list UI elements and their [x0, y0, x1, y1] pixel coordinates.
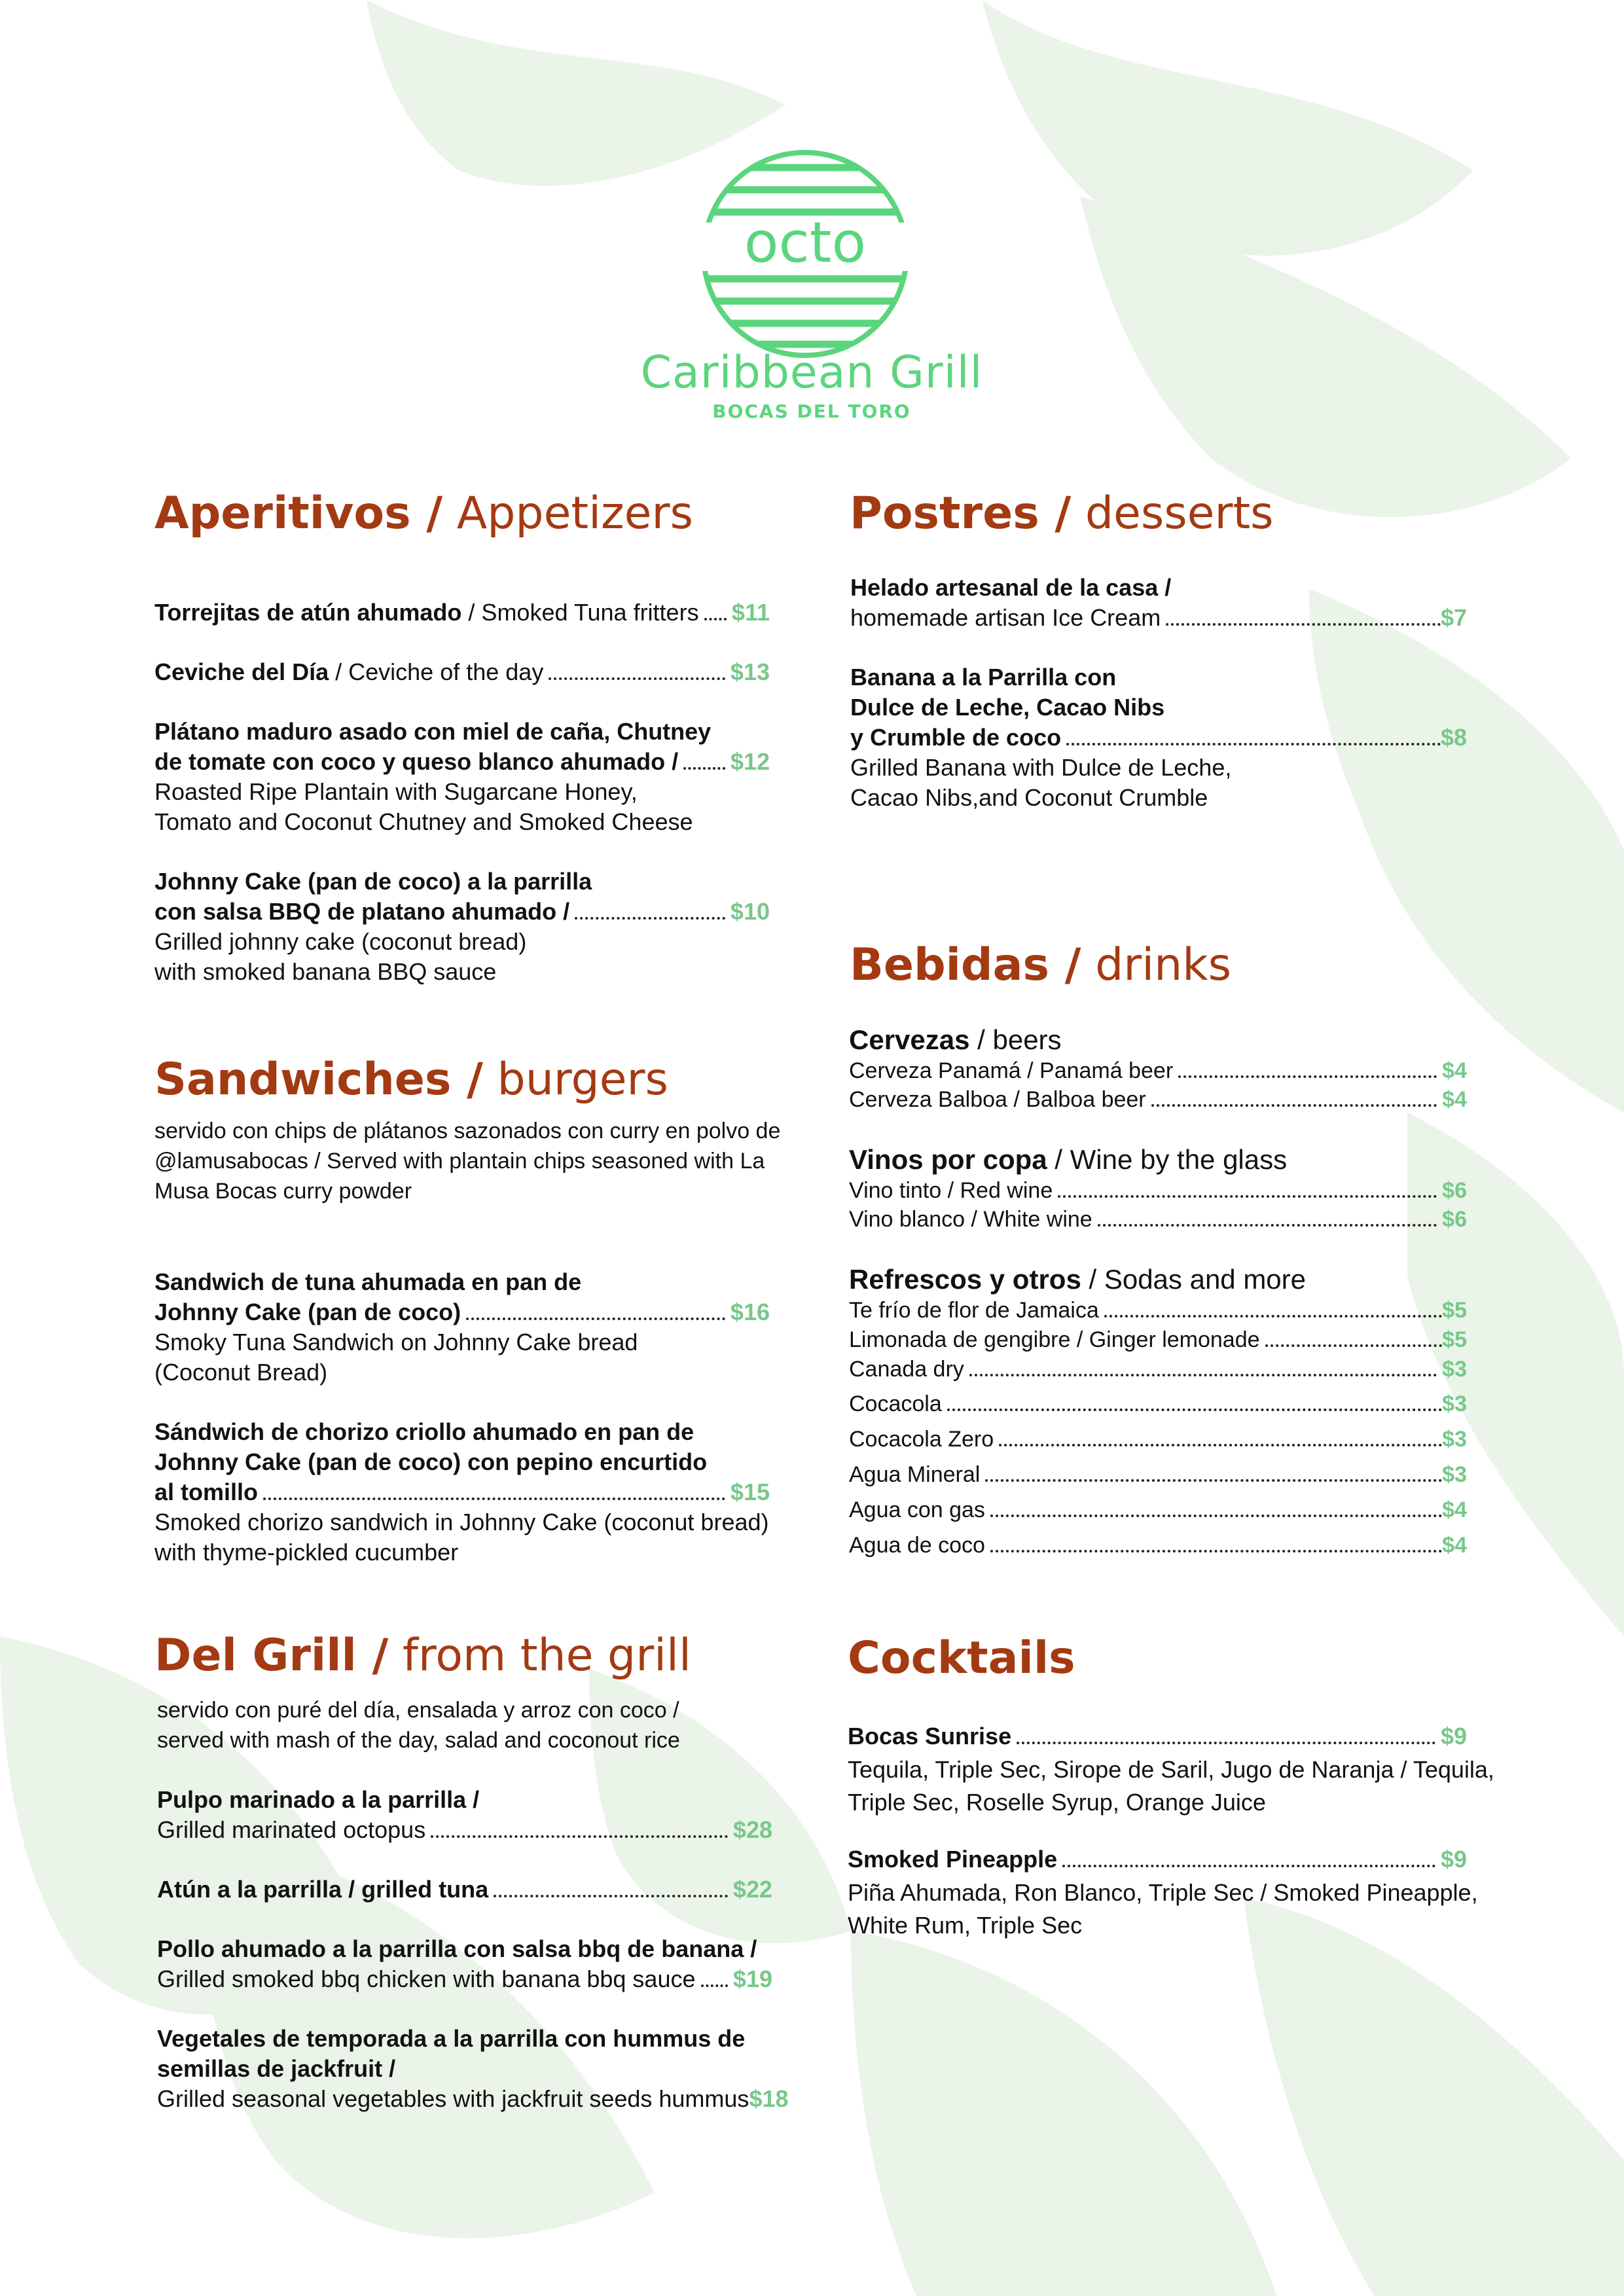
menu-item-name: Helado artesanal de la casa /	[850, 574, 1172, 601]
section-note: served with mash of the day, salad and coconout rice	[157, 1728, 680, 1753]
menu-item: al tomillo $15	[154, 1479, 770, 1505]
menu-item-name: Pollo ahumado a la parrilla con salsa bbq de banana /	[157, 1935, 757, 1962]
menu-item-description: (Coconut Bread)	[154, 1359, 328, 1386]
menu-item: Atún a la parrilla / grilled tuna $22	[157, 1876, 772, 1903]
menu-item-description: with thyme-pickled cucumber	[154, 1539, 459, 1566]
menu-item: Grilled marinated octopus $28	[157, 1816, 772, 1843]
drink-item: Canada dry $3	[849, 1357, 1467, 1382]
menu-item-description: with smoked banana BBQ sauce	[154, 958, 497, 985]
menu-item: Ceviche del Día / Ceviche of the day $13	[154, 658, 770, 685]
drink-item: Cerveza Balboa / Balboa beer $4	[849, 1087, 1467, 1112]
cocktail-item: Smoked Pineapple $9	[848, 1846, 1467, 1873]
drink-item: Vino tinto / Red wine $6	[849, 1178, 1467, 1203]
menu-item-name: Johnny Cake (pan de coco) con pepino encurtido	[154, 1448, 708, 1475]
menu-item-description: Cacao Nibs,and Coconut Crumble	[850, 784, 1208, 811]
drink-item: Cocacola Zero $3	[849, 1427, 1467, 1452]
menu-item-description: Tomato and Coconut Chutney and Smoked Cheese	[154, 808, 693, 835]
menu-item-name: Johnny Cake (pan de coco) a la parrilla	[154, 868, 592, 895]
menu-item: y Crumble de coco $8	[850, 724, 1467, 751]
drink-item: Cerveza Panamá / Panamá beer $4	[849, 1058, 1467, 1083]
menu-item-description: Grilled Banana with Dulce de Leche,	[850, 754, 1232, 781]
location: BOCAS DEL TORO	[712, 401, 911, 422]
drink-item: Agua de coco $4	[849, 1533, 1467, 1558]
cocktail-description: White Rum, Triple Sec	[848, 1912, 1083, 1939]
menu-item-name: semillas de jackfruit /	[157, 2055, 396, 2082]
cocktail-item: Bocas Sunrise $9	[848, 1723, 1467, 1749]
drink-item: Cocacola $3	[849, 1391, 1467, 1416]
cocktail-description: Tequila, Triple Sec, Sirope de Saril, Jugo de Naranja / Tequila,	[848, 1756, 1494, 1783]
menu-item: homemade artisan Ice Cream $7	[850, 604, 1467, 631]
svg-text:octo: octo	[744, 210, 867, 276]
cocktails-heading: Cocktails	[848, 1632, 1075, 1684]
cocktail-description: Triple Sec, Roselle Syrup, Orange Juice	[848, 1789, 1266, 1816]
appetizers-heading: Aperitivos / Appetizers	[154, 488, 693, 539]
menu-item-name: Plátano maduro asado con miel de caña, Chutney	[154, 718, 712, 745]
drinks-subheading: Vinos por copa / Wine by the glass	[849, 1144, 1288, 1175]
menu-item-description: Smoky Tuna Sandwich on Johnny Cake bread	[154, 1329, 638, 1355]
drinks-subheading: Refrescos y otros / Sodas and more	[849, 1264, 1307, 1295]
drink-item: Agua Mineral $3	[849, 1462, 1467, 1487]
section-note: servido con puré del día, ensalada y arroz con coco /	[157, 1698, 679, 1723]
menu-item: Grilled smoked bbq chicken with banana bbq sauce $19	[157, 1965, 772, 1992]
menu-item: Torrejitas de atún ahumado / Smoked Tuna fritters $11	[154, 599, 770, 626]
drink-item: Agua con gas $4	[849, 1498, 1467, 1522]
tagline: Caribbean Grill	[640, 347, 983, 399]
section-note: servido con chips de plátanos sazonados con curry en polvo de	[154, 1119, 781, 1143]
menu-item-description: Roasted Ripe Plantain with Sugarcane Honey,	[154, 778, 638, 805]
sandwiches-heading: Sandwiches / burgers	[154, 1054, 668, 1105]
drinks-subheading: Cervezas / beers	[849, 1024, 1062, 1055]
drink-item: Te frío de flor de Jamaica $5	[849, 1298, 1467, 1323]
octo-logo	[700, 149, 910, 359]
drink-item: Limonada de gengibre / Ginger lemonade $5	[849, 1327, 1467, 1352]
desserts-heading: Postres / desserts	[850, 488, 1274, 539]
menu-item-name: Sándwich de chorizo criollo ahumado en pan de	[154, 1418, 695, 1445]
menu-item-name: Vegetales de temporada a la parrilla con hummus de	[157, 2025, 746, 2052]
menu-item-name: Dulce de Leche, Cacao Nibs	[850, 694, 1165, 721]
menu-item: con salsa BBQ de platano ahumado / $10	[154, 898, 770, 925]
section-note: @lamusabocas / Served with plantain chips seasoned with La	[154, 1149, 765, 1174]
menu-item: Johnny Cake (pan de coco) $16	[154, 1299, 770, 1325]
drink-item: Vino blanco / White wine $6	[849, 1207, 1467, 1232]
drinks-heading: Bebidas / drinks	[850, 939, 1232, 991]
section-note: Musa Bocas curry powder	[154, 1179, 412, 1204]
menu-item-description: Smoked chorizo sandwich in Johnny Cake (coconut bread)	[154, 1509, 769, 1535]
menu-item-name: Banana a la Parrilla con	[850, 664, 1117, 691]
menu-item-name: Sandwich de tuna ahumada en pan de	[154, 1268, 582, 1295]
grill-heading: Del Grill / from the grill	[154, 1630, 691, 1681]
menu-item-description: Grilled johnny cake (coconut bread)	[154, 928, 527, 955]
menu-item: Grilled seasonal vegetables with jackfruit seeds hummus $18	[157, 2085, 789, 2112]
menu-item-name: Pulpo marinado a la parrilla /	[157, 1786, 480, 1813]
menu-item: de tomate con coco y queso blanco ahumado / $12	[154, 748, 770, 775]
cocktail-description: Piña Ahumada, Ron Blanco, Triple Sec / Smoked Pineapple,	[848, 1879, 1478, 1906]
